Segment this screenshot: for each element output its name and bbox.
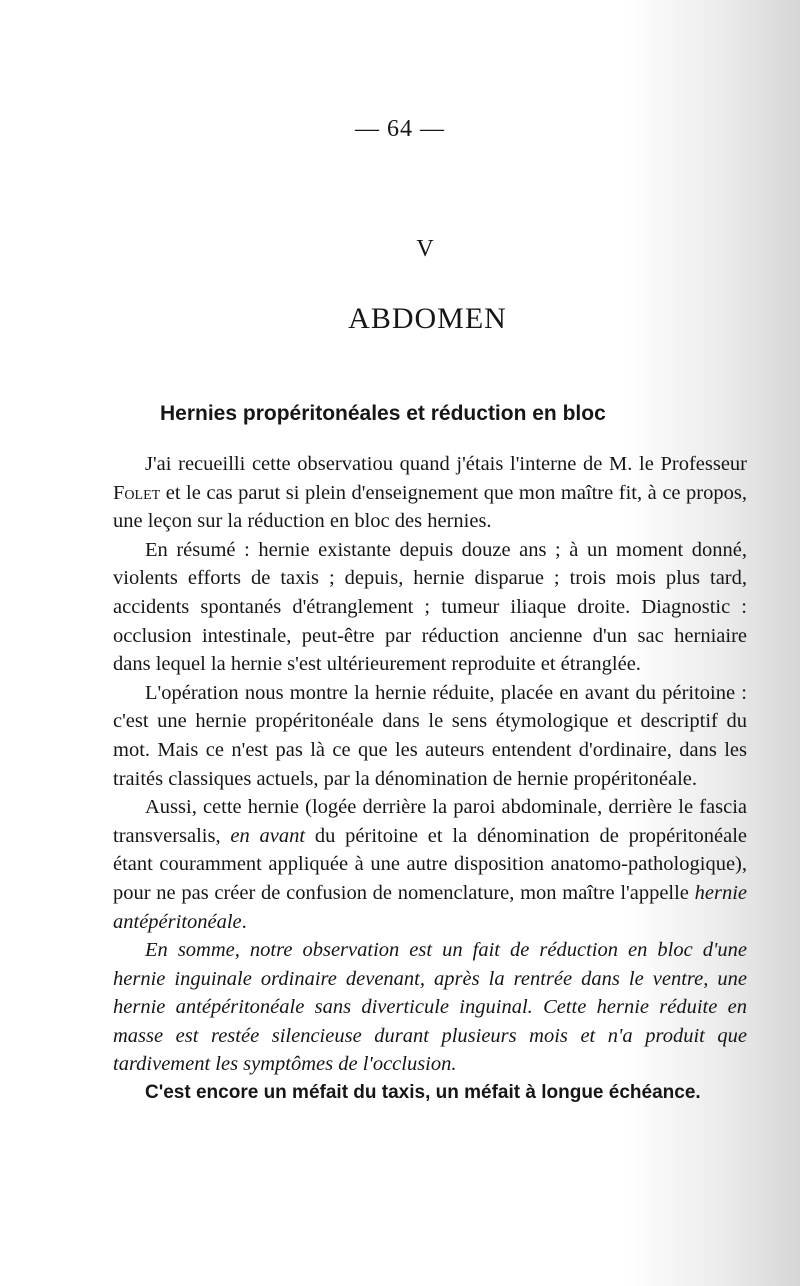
emphasis-en-avant: en avant	[230, 824, 306, 847]
section-subtitle: Hernies propéritonéales et réduction en bloc	[160, 402, 606, 425]
paragraph-1-start: J'ai recueilli cette observatiou quand j'étais l'interne de M. le Professeur	[145, 453, 747, 475]
section-title: ABDOMEN	[348, 302, 507, 335]
paragraph-4	[113, 793, 747, 936]
paragraph-3: L'opération nous montre la hernie réduite, placée en avant du péritoine : c'est une hernie propéritonéale dans le sens étymologique et descriptif du mot. Mais ce n'est pas là ce que les auteurs entendent d'ordinaire, dans les traités classiques actuels, par la dénomination de hernie propéritonéale.	[113, 681, 747, 790]
paragraph-1-end: et le cas parut si plein d'enseignement que mon maître fit, à ce propos, une leçon sur la réduction en bloc des hernies.	[113, 481, 747, 533]
body-text	[113, 450, 747, 1108]
paragraph-5	[113, 936, 747, 1079]
emphasis-hernie-antep: hernie antépéritonéale	[113, 881, 747, 933]
paragraph-6: C'est encore un méfait du taxis, un méfait à longue échéance.	[145, 1082, 701, 1104]
paragraph-4-end: .	[241, 910, 247, 933]
paragraph-5-italic: En somme, notre observation est un fait de réduction en bloc d'une hernie inguinale ordinaire devenant, après la rentrée dans le ventre, une hernie antépéritonéale sans diverticule inguinal. Cette hernie réduite en masse est restée silencieuse durant plusieurs mois et n'a produit que tardivement les symptômes de l'occlusion.	[113, 939, 747, 1076]
paragraph-1	[113, 450, 747, 536]
paragraph-4-start: Aussi, cette hernie (logée derrière la paroi abdominale, derrière le fascia transversalis,	[113, 796, 747, 847]
professor-name: Folet	[113, 481, 161, 504]
paragraph-4-middle: du péritoine et la dénomination de propéritonéale étant couramment appliquée à une autre disposition anatomo-pathologique), pour ne pas créer de confusion de nomenclature, mon maître l'appelle	[113, 824, 747, 904]
paragraph-2: En résumé : hernie existante depuis douze ans ; à un moment donné, violents efforts de taxis ; depuis, hernie disparue ; trois mois plus tard, accidents spontanés d'étranglement ; tumeur iliaque droite. Diagnostic : occlusion intestinale, peut-être par réduction ancienne d'un sac herniaire dans lequel la hernie s'est ultérieurement reproduite et étranglée.	[113, 538, 747, 676]
section-numeral: V	[416, 236, 434, 262]
page-number: — 64 —	[355, 116, 445, 142]
